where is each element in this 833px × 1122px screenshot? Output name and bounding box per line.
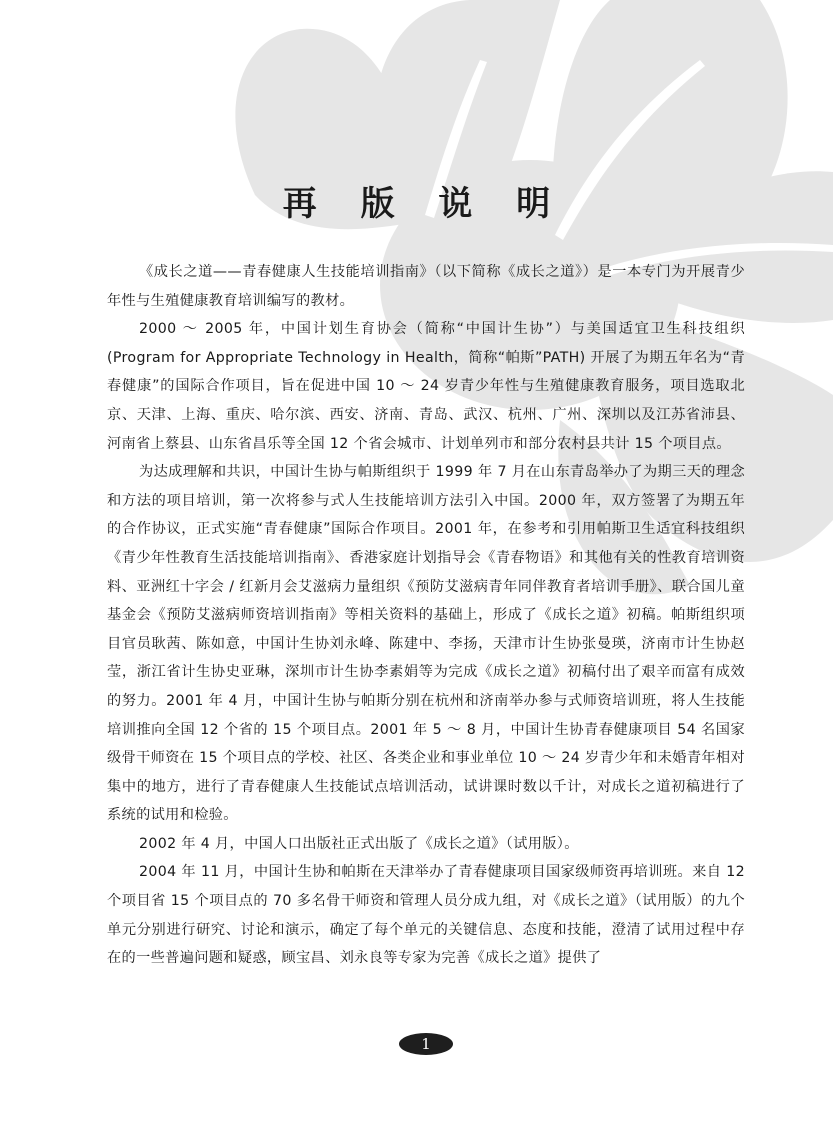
body-text [107, 258, 745, 973]
paragraph: 《成长之道——青春健康人生技能培训指南》（以下简称《成长之道》）是一本专门为开展青少年性与生殖健康教育培训编写的教材。 [107, 264, 745, 309]
page-number-badge [399, 1033, 453, 1055]
page-title: 再 版 说 明 [282, 184, 567, 224]
page-number: 1 [421, 1034, 431, 1053]
paragraph: 2002 年 4 月，中国人口出版社正式出版了《成长之道》（试用版）。 [139, 835, 579, 852]
paragraph: 2004 年 11 月，中国计生协和帕斯在天津举办了青春健康项目国家级师资再培训班。来自 12 个项目省 15 个项目点的 70 多名骨干师资和管理人员分成九组，对《成长之道》（试用版）的九个单元分别进行研究、讨论和演示，确定了每个单元的关键信息、态度和技能，澄清了试用过程中存在的一些普遍问题和疑惑，顾宝昌、刘永良等专家为完善《成长之道》提供了 [107, 864, 745, 967]
paragraph: 为达成理解和共识，中国计生协与帕斯组织于 1999 年 7 月在山东青岛举办了为期三天的理念和方法的项目培训，第一次将参与式人生技能培训方法引入中国。2000 年，双方签署了为期五年的合作协议，正式实施“青春健康”国际合作项目。2001 年，在参考和引用帕斯卫生适宜科技组织《青少年性教育生活技能培训指南》、香港家庭计划指导会《青春物语》和其他有关的性教育培训资料、亚洲红十字会 / 红新月会艾滋病力量组织《预防艾滋病青年同伴教育者培训手册》、联合国儿童基金会《预防艾滋病师资培训指南》等相关资料的基础上，形成了《成长之道》初稿。帕斯组织项目官员耿茜、陈如意，中国计生协刘永峰、陈建中、李扬，天津市计生协张曼瑛，济南市计生协赵莹，浙江省计生协史亚琳，深圳市计生协李素娟等为完成《成长之道》初稿付出了艰辛而富有成效的努力。2001 年 4 月，中国计生协与帕斯分别在杭州和济南举办参与式师资培训班，将人生技能培训推向全国 12 个省的 15 个项目点。2001 年 5 ～ 8 月，中国计生协青春健康项目 54 名国家级骨干师资在 15 个项目点的学校、社区、各类企业和事业单位 10 ～ 24 岁青少年和未婚青年相对集中的地方，进行了青春健康人生技能试点培训活动，试讲课时数以千计，对成长之道初稿进行了系统的试用和检验。 [107, 464, 745, 824]
paragraph: 2000 ～ 2005 年，中国计划生育协会（简称“中国计生协”）与美国适宜卫生科技组织 (Program for Appropriate Technology in Health，简称“帕斯”PATH) 开展了为期五年名为“青春健康”的国际合作项目，旨在促进中国 10 ～ 24 岁青少年性与生殖健康教育服务，项目选取北京、天津、上海、重庆、哈尔滨、西安、济南、青岛、武汉、杭州、广州、深圳以及江苏省沛县、河南省上蔡县、山东省昌乐等全国 12 个省会城市、计划单列市和部分农村县共计 15 个项目点。 [107, 321, 745, 452]
